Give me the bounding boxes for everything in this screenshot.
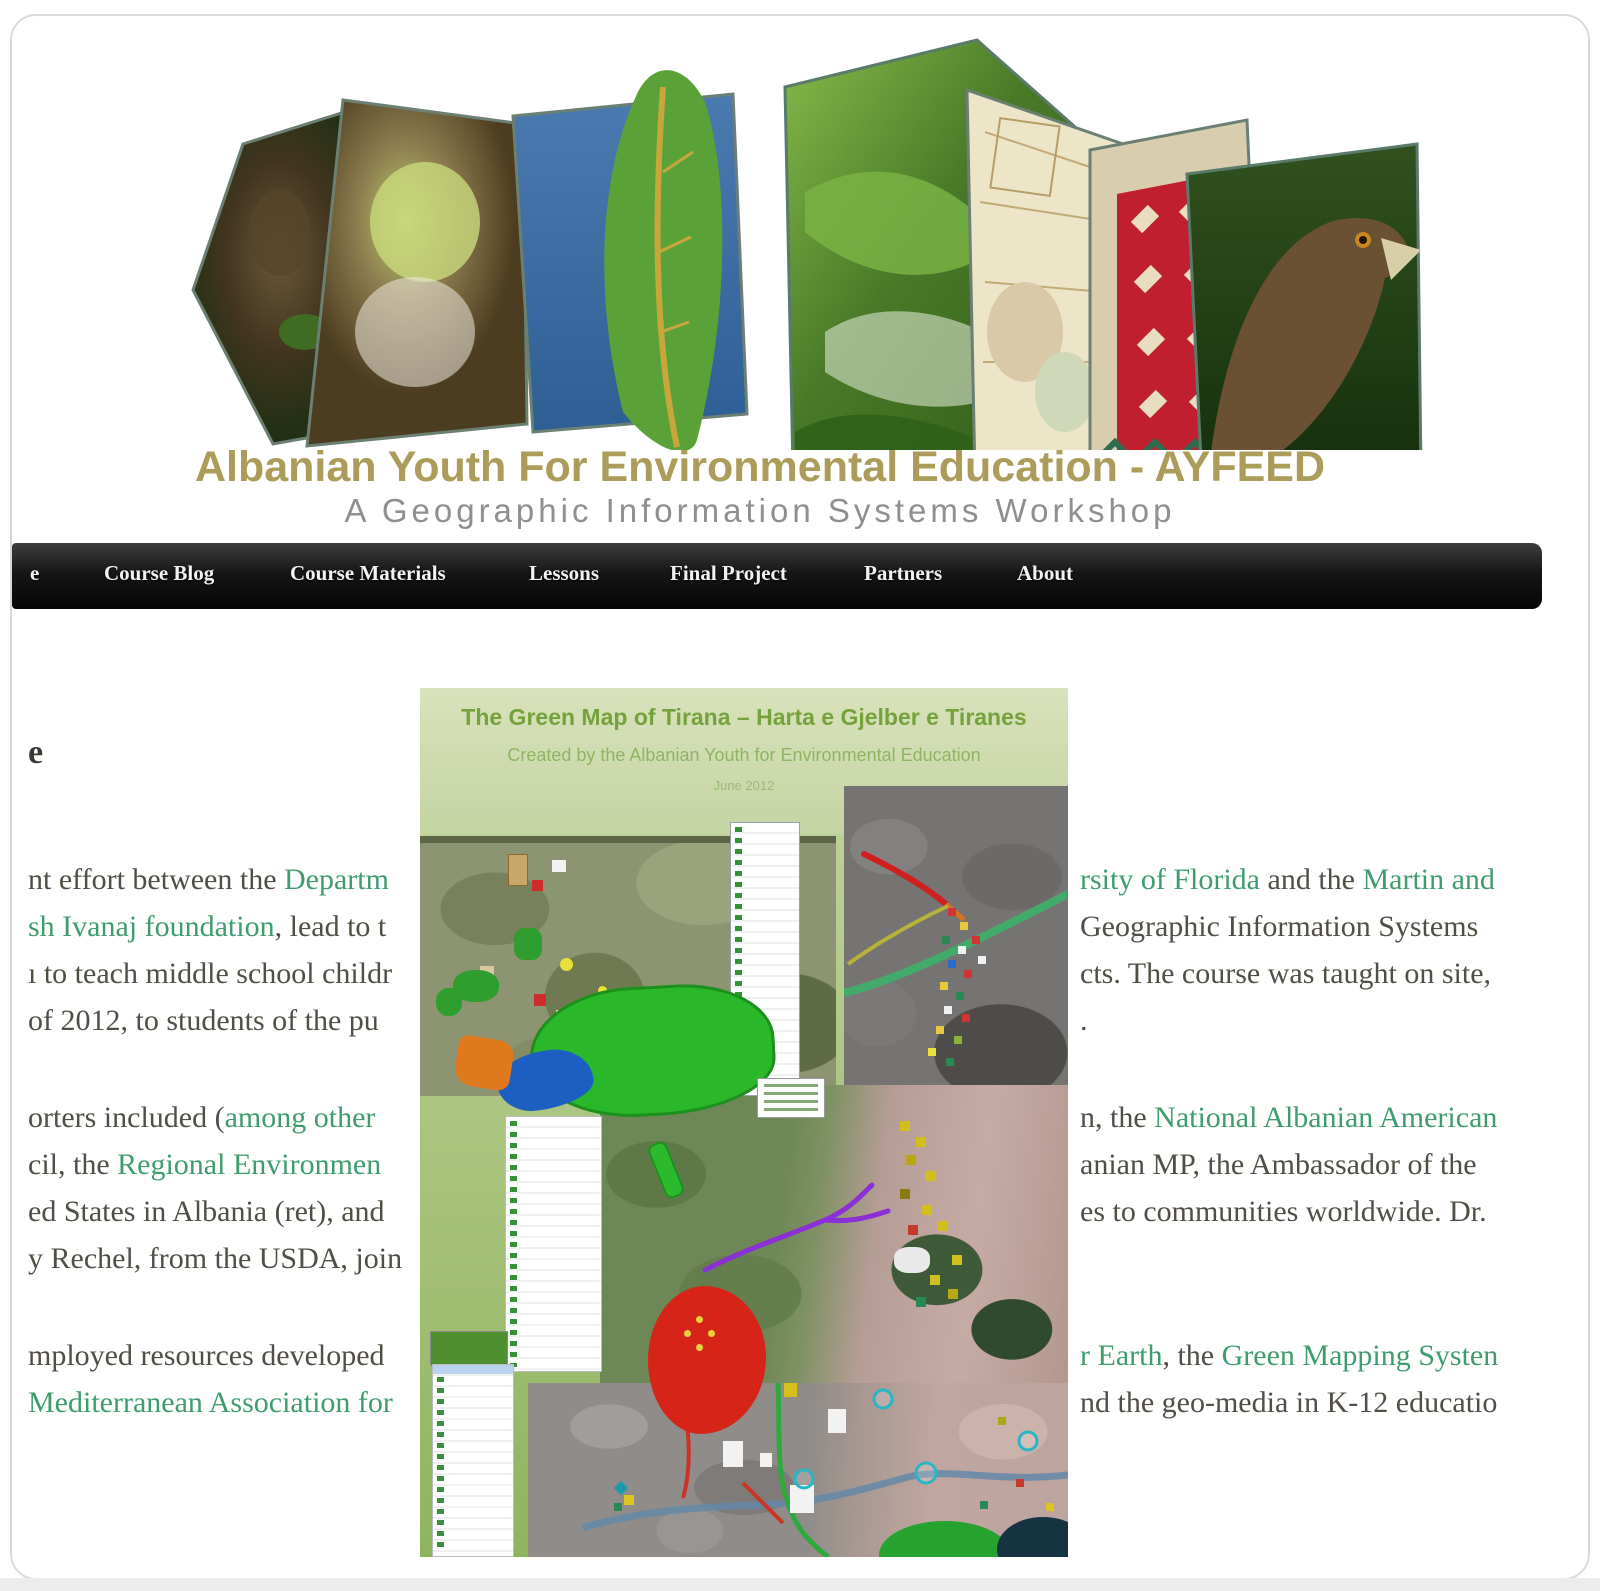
main-nav-bar — [12, 543, 1542, 609]
text-link[interactable]: Green Mapping Systen — [1221, 1339, 1499, 1372]
nav-item-about[interactable]: About — [1017, 561, 1074, 585]
site-subtitle: A Geographic Information Systems Workshop — [344, 492, 1176, 529]
green-map-poster-image[interactable] — [420, 688, 1068, 1557]
dark-water-area — [997, 1517, 1068, 1557]
placemark-cluster — [928, 908, 986, 1066]
text-link[interactable]: rsity of Florida — [1080, 863, 1260, 896]
poster-date: June 2012 — [713, 778, 775, 793]
banner-collage-svg — [185, 32, 1425, 450]
page-bottom-edge — [0, 1578, 1600, 1591]
text-link[interactable]: National Albanian American — [1154, 1101, 1498, 1134]
text-fragment: of 2012, to students of the pu — [28, 1004, 379, 1037]
text-link[interactable]: Regional Environmen — [117, 1148, 382, 1181]
text-fragment: and the — [1260, 863, 1363, 896]
text-link[interactable]: Mediterranean Association for — [28, 1386, 393, 1419]
banner-collage-graphic — [185, 32, 1425, 450]
text-fragment: mployed resources developed — [28, 1339, 385, 1372]
google-earth-sidebar-panel — [505, 1116, 602, 1372]
eagle-eye — [1359, 236, 1367, 244]
green-area — [879, 1521, 1011, 1557]
text-link[interactable]: r Earth — [1080, 1339, 1163, 1372]
text-fragment: ed States in Albania (ret), and — [28, 1195, 385, 1228]
text-fragment: cts. The course was taught on site, — [1080, 957, 1492, 990]
nav-item-course-materials[interactable]: Course Materials — [290, 561, 446, 585]
map-legend-box — [757, 1078, 825, 1118]
text-link[interactable]: Departm — [284, 863, 389, 896]
text-fragment: n, the — [1080, 1101, 1155, 1134]
text-fragment: cil, the — [28, 1148, 118, 1181]
nav-item-e[interactable]: e — [30, 561, 40, 585]
purple-route — [705, 1185, 872, 1270]
text-link[interactable]: among other — [224, 1101, 376, 1134]
text-fragment: anian MP, the Ambassador of the — [1080, 1148, 1477, 1181]
text-fragment: orters included ( — [28, 1101, 225, 1134]
text-fragment: . — [1080, 1004, 1088, 1037]
text-fragment: , the — [1162, 1339, 1222, 1372]
text-fragment: y Rechel, from the USDA, join — [28, 1242, 403, 1275]
text-fragment: nt effort between the — [28, 863, 285, 896]
site-title: Albanian Youth For Environmental Education - AYFEED — [194, 443, 1326, 491]
google-earth-routes-map — [844, 786, 1068, 1089]
river-line — [583, 1474, 1068, 1528]
red-route — [864, 854, 946, 904]
small-green-polygon — [436, 988, 462, 1016]
post-heading-fragment: e — [28, 734, 44, 771]
nav-item-partners[interactable]: Partners — [864, 561, 943, 585]
text-fragment: es to communities worldwide. Dr. — [1080, 1195, 1487, 1228]
poster-subtitle: Created by the Albanian Youth for Environmental Education — [507, 745, 981, 765]
text-fragment: Geographic Information Systems — [1080, 910, 1479, 943]
green-document-thumbnail — [430, 1331, 508, 1366]
yellow-placemark-cluster — [900, 1121, 962, 1307]
poster-title: The Green Map of Tirana – Harta e Gjelber e Tiranes — [461, 704, 1027, 730]
text-fragment: ı to teach middle school childr — [28, 957, 393, 990]
text-fragment: nd the geo-media in K-12 educatio — [1080, 1386, 1498, 1419]
nav-item-course-blog[interactable]: Course Blog — [104, 561, 215, 585]
yellow-route — [848, 906, 948, 964]
text-fragment: , lead to t — [274, 910, 387, 943]
text-link[interactable]: Martin and — [1362, 863, 1495, 896]
text-link[interactable]: sh Ivanaj foundation — [28, 910, 275, 943]
nav-item-lessons[interactable]: Lessons — [529, 561, 600, 585]
google-earth-bottom-map — [528, 1383, 1068, 1557]
layers-list-panel — [432, 1364, 514, 1557]
nav-item-final-project[interactable]: Final Project — [670, 561, 787, 585]
